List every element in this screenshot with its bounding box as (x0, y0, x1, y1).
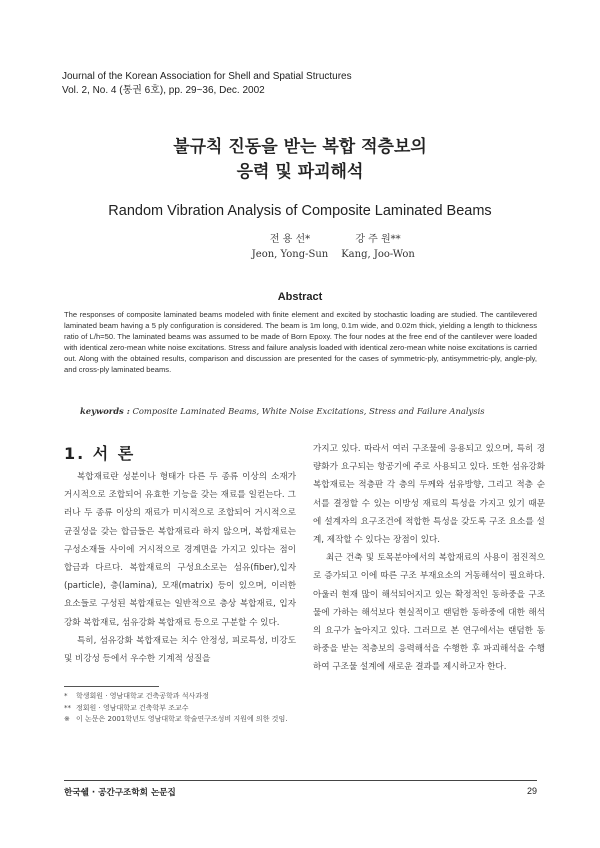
footnote-text: 이 논문은 2001학년도 영남대학교 학술연구조성비 지원에 의한 것임. (76, 715, 288, 723)
footer-divider (64, 780, 537, 781)
keywords (80, 406, 540, 416)
body-column-right (313, 440, 545, 677)
journal-volume: Vol. 2, No. 4 (통권 6호), pp. 29~36, Dec. 2002 (62, 85, 265, 96)
abstract-body: The responses of composite laminated beams modeled with finite element and excited by stochastic loading are studied. The cantilevered laminated beam having a 5 ply configuration is considered. The beam is 1m long, 0.1m wide, and 0.02m thick, yielding a length to thickness ratio of L/h=50. The laminated beams was assumed to be made of Born Epoxy. The four nodes at the free end of the cantilever were loaded with identical zero-mean white noise excitations. Stress and failure analysis loaded with identical zero-mean white noise excitations is carried out. Along with the obtained results, comparison and discussion are presented for the cases of symmetric-ply, antisymmetric-ply, angle-ply, and cross-ply laminated beams. (64, 310, 537, 374)
section-heading-introduction: 1. 서 론 (64, 444, 136, 463)
journal-name: Journal of the Korean Association for Shell and Spatial Structures (62, 71, 352, 82)
footnote-mark: * (64, 692, 68, 700)
author-1-english: Jeon, Yong-Sun (251, 249, 329, 260)
body-paragraph: 가지고 있다. 따라서 여러 구조물에 응용되고 있으며, 특히 경량화가 요구되는 항공기에 주로 사용되고 있다. 또한 섬유강화 복합재료는 적층판 각 층의 두께와 섬유방향, 그리고 적층 순서를 결정할 수 있는 이방성 재료의 특성을 가지고 있기 때문에 설계자의 요구조건에 적합한 특성을 갖도록 구조 요소를 설계, 제작할 수 있다는 장점이 있다. (313, 444, 545, 546)
body-paragraph: 최근 건축 및 토목분야에서의 복합재료의 사용이 점진적으로 증가되고 이에 따른 구조 부재요소의 거동해석이 필요하다. 아울러 현재 많이 해석되어지고 있는 확정적인 동하중을 구조물에 가하는 해석보다 현실적이고 랜덤한 동하중에 대한 해석의 요구가 높아지고 있다. 그러므로 본 연구에서는 랜덤한 동하중을 받는 적층보의 응력해석을 수행한 후 파괴해석을 수행하여 구조물 설계에 새로운 결과를 제시하고자 한다. (313, 553, 545, 673)
keywords-text: Composite Laminated Beams, White Noise Excitations, Stress and Failure Analysis (132, 406, 485, 416)
body-paragraph: 복합재료란 성분이나 형태가 다른 두 종류 이상의 소재가 거시적으로 조합되어 유효한 기능을 갖는 재료를 일컫는다. 그러나 두 종류 이상의 재료가 미시적으로 조합되어 거시적으로 균질성을 갖는 합금들은 복합재료라 하지 않으며, 복합재료는 구성소재들 사이에 거시적으로 경계면을 가지고 있다는 점이 합금과 다르다. 복합재료의 구성요소로는 섬유(fiber),입자(particle), 층(lamina), 모재(matrix) 등이 있으며, 이러한 요소들로 구성된 복합재료는 일반적으로 층상 복합재료, 입자강화 복합재료, 섬유강화 복합재료 등으로 구분할 수 있다. (64, 472, 296, 628)
footnote-mark: ※ (64, 715, 70, 723)
author-2 (313, 232, 443, 262)
journal-header (62, 70, 542, 98)
korean-title-line-2: 응력 및 파괴해석 (236, 162, 364, 182)
footer-journal-name: 한국쉘 · 공간구조학회 논문집 (64, 788, 176, 798)
author-1-korean: 전 용 선* (269, 234, 311, 245)
footnote (64, 703, 304, 715)
keywords-label: keywords : (80, 406, 130, 416)
footnotes (64, 691, 304, 726)
footnote-divider (64, 686, 159, 687)
footnote-text: 학생회원 · 영남대학교 건축공학과 석사과정 (76, 692, 209, 700)
english-title: Random Vibration Analysis of Composite Laminated Beams (108, 203, 492, 219)
korean-title (0, 135, 600, 185)
korean-title-line-1: 불규칙 진동을 받는 복합 적층보의 (173, 137, 427, 157)
footnote (64, 714, 304, 726)
abstract-heading: Abstract (277, 291, 323, 303)
footnote-text: 정회원 · 영남대학교 건축학부 조교수 (76, 703, 189, 712)
body-column-left (64, 468, 296, 668)
body-paragraph: 특히, 섬유강화 복합재료는 치수 안정성, 피로특성, 비강도 및 비강성 등에서 우수한 기계적 성질을 (64, 635, 296, 665)
author-2-english: Kang, Joo-Won (341, 249, 415, 260)
page-number: 29 (526, 786, 537, 796)
footnote (64, 691, 304, 703)
footnote-mark: ** (64, 703, 71, 712)
author-2-korean: 강 주 원** (355, 234, 401, 245)
